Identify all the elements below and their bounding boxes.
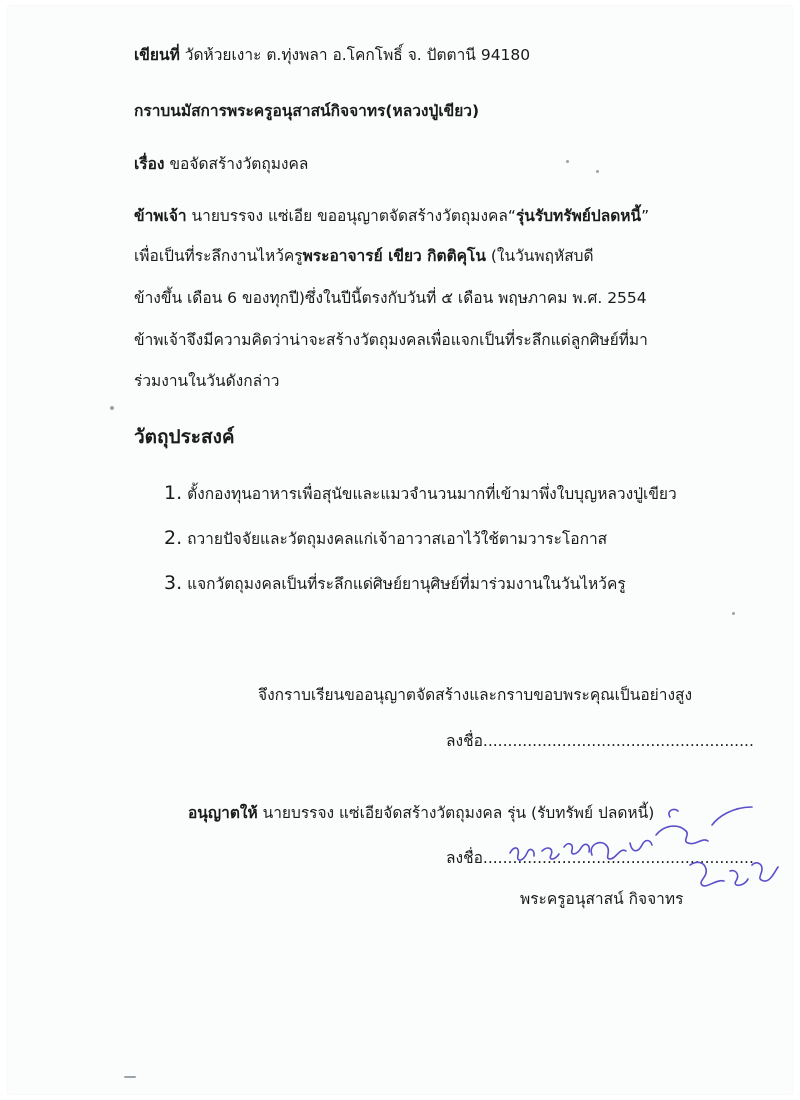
objective-item xyxy=(164,527,607,550)
body-p2-post: (ในวันพฤหัสบดี xyxy=(485,247,594,265)
scan-speck xyxy=(124,1076,136,1078)
body-p1-text: นายบรรจง แซ่เอีย ขออนุญาตจัดสร้างวัตถุมงคล“ xyxy=(191,207,516,225)
objective-item xyxy=(164,482,677,505)
scan-speck xyxy=(110,406,114,410)
body-line-1 xyxy=(134,205,649,227)
body-p1-close: ” xyxy=(641,207,650,225)
objective-text: ถวายปัจจัยและวัตถุมงคลแก่เจ้าอาวาสเอาไว้ใช้ตามวาระโอกาส xyxy=(187,530,608,548)
closing-text: จึงกราบเรียนขออนุญาตจัดสร้างและกราบขอบพระคุณเป็นอย่างสูง xyxy=(258,686,693,704)
signature-line-approver: ลงชื่อ....................................................... xyxy=(446,849,754,867)
scan-speck xyxy=(566,160,569,163)
objective-number: 1. xyxy=(164,482,183,504)
subject-line xyxy=(134,153,308,175)
objective-number: 3. xyxy=(164,572,183,594)
body-line-4: ข้าพเจ้าจึงมีความคิดว่าน่าจะสร้างวัตถุมงคลเพื่อแจกเป็นที่ระลึกแด่ลูกศิษย์ที่มา xyxy=(134,331,648,349)
model-name: รุ่นรับทรัพย์ปลดหนี้ xyxy=(515,207,642,225)
handwritten-signature xyxy=(480,795,800,895)
subject-value: ขอจัดสร้างวัตถุมงคล xyxy=(169,155,309,173)
salutation: กราบนมัสการพระครูอนุสาสน์กิจจาทร(หลวงปู่เขียว) xyxy=(134,102,480,120)
from-value: วัดห้วยเงาะ ต.ทุ่งพลา อ.โคกโพธิ์ จ. ปัตตานี 94180 xyxy=(184,46,531,64)
objective-text: แจกวัตถุมงคลเป็นที่ระลึกแด่ศิษย์ยานุศิษย์ที่มาร่วมงานในวันไหว้ครู xyxy=(187,575,626,593)
signatory-name: พระครูอนุสาสน์ กิจจาทร xyxy=(520,890,684,908)
body-line-3: ข้างขึ้น เดือน 6 ของทุกปี)ซึ่งในปีนี้ตรงกับวันที่ ๕ เดือน พฤษภาคม พ.ศ. 2554 xyxy=(134,289,647,307)
scan-speck xyxy=(596,170,599,173)
objective-number: 2. xyxy=(164,527,183,549)
objective-text: ตั้งกองทุนอาหารเพื่อสุนัขและแมวจำนวนมากที่เข้ามาพึ่งใบบุญหลวงปู่เขียว xyxy=(187,485,677,503)
from-line xyxy=(134,44,530,66)
body-p2-pre: เพื่อเป็นที่ระลึกงานไหว้ครู xyxy=(134,247,303,265)
approval-label: อนุญาตให้ xyxy=(188,804,258,822)
body-p1-label: ข้าพเจ้า xyxy=(134,207,187,225)
signature-line-requester: ลงชื่อ....................................................... xyxy=(446,732,754,750)
body-line-5: ร่วมงานในวันดังกล่าว xyxy=(134,372,280,390)
approval-text: นายบรรจง แซ่เอียจัดสร้างวัตถุมงคล รุ่น (รับทรัพย์ ปลดหนี้) xyxy=(262,804,655,822)
objective-item xyxy=(164,572,626,595)
scan-speck xyxy=(732,612,735,615)
objectives-heading: วัตถุประสงค์ xyxy=(134,426,235,448)
from-label: เขียนที่ xyxy=(134,46,180,64)
body-line-2 xyxy=(134,245,594,267)
letter-page xyxy=(8,6,792,1094)
subject-label: เรื่อง xyxy=(134,155,165,173)
teacher-name: พระอาจารย์ เขียว กิตติคุโน xyxy=(302,247,486,265)
